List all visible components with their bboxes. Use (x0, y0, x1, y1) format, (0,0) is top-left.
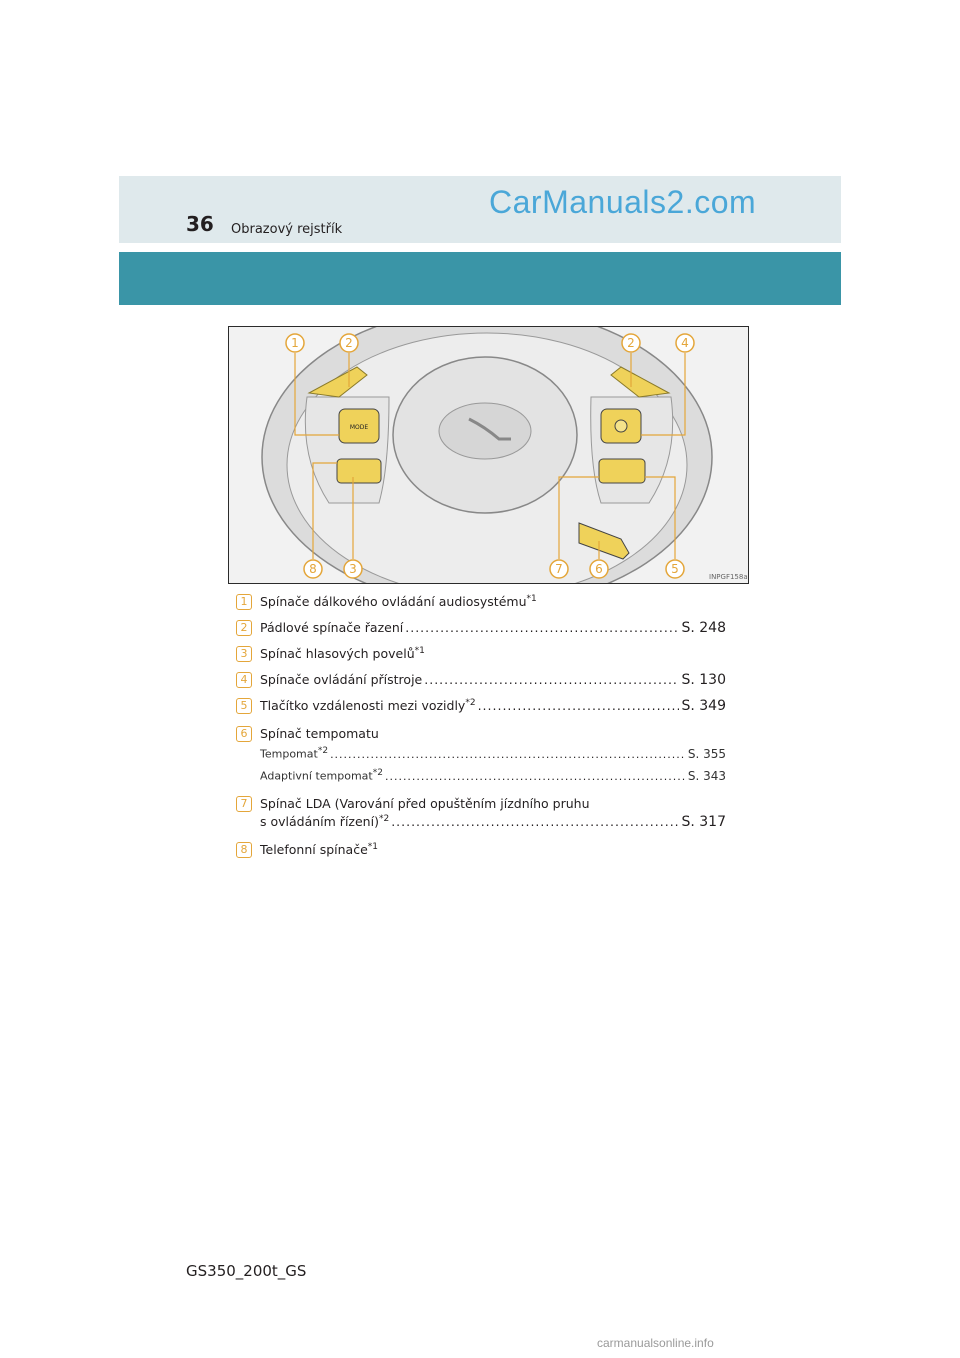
section-banner (119, 252, 841, 305)
item-number: 6 (236, 726, 252, 742)
item-label: Tlačítko vzdálenosti mezi vozidly (260, 698, 466, 714)
watermark-bottom: carmanualsonline.info (597, 1336, 714, 1350)
item-number: 5 (236, 698, 252, 714)
watermark-top: CarManuals2.com (489, 184, 757, 220)
item-label: Spínač hlasových povelů (260, 646, 415, 662)
page-ref-link[interactable]: S. 343 (687, 768, 726, 783)
mode-button-label: MODE (349, 424, 369, 431)
page-ref-link[interactable]: S. 355 (687, 746, 726, 761)
item-label: Pádlové spínače řazení (260, 620, 404, 635)
sub-item-label: Adaptivní tempomat (260, 769, 373, 783)
callout-1: 1 (291, 336, 299, 350)
item-label: Spínač tempomatu (260, 726, 379, 741)
callout-2-left: 2 (345, 336, 353, 350)
item-number: 3 (236, 646, 252, 662)
steering-wheel-figure (228, 326, 749, 584)
item-footnote: *2 (378, 814, 390, 824)
callout-8: 8 (309, 562, 317, 576)
callout-2-right: 2 (627, 336, 635, 350)
item-label: Telefonní spínače (260, 842, 368, 858)
image-code: INPGF158a (709, 573, 748, 581)
item-footnote: *2 (372, 768, 383, 778)
item-number: 4 (236, 672, 252, 688)
item-number: 7 (236, 796, 252, 812)
item-footnote: *1 (414, 646, 425, 656)
item-footnote: *1 (526, 594, 537, 604)
sub-item-label: Tempomat (260, 747, 318, 761)
item-number: 2 (236, 620, 252, 636)
item-footnote: *2 (465, 698, 476, 708)
item-footnote: *1 (367, 842, 379, 852)
page-ref-link[interactable]: S. 248 (681, 620, 726, 636)
page-ref-link[interactable]: S. 349 (681, 698, 726, 715)
callout-6: 6 (595, 562, 603, 576)
page-number: 36 (186, 212, 214, 236)
steering-wheel-illustration (229, 327, 748, 583)
item-label: Spínače ovládání přístroje (260, 672, 423, 687)
item-footnote: *2 (317, 746, 329, 756)
item-label: Spínače dálkového ovládání audiosystému (260, 594, 527, 610)
item-number: 8 (236, 842, 252, 858)
item-label-cont: s ovládáním řízení) (260, 814, 379, 830)
callout-7: 7 (555, 562, 563, 576)
model-code: GS350_200t_GS (186, 1262, 307, 1280)
item-label: Spínač LDA (Varování před opuštěním jízdního pruhu (260, 796, 590, 811)
page-ref-link[interactable]: S. 317 (681, 814, 726, 831)
section-title: Obrazový rejstřík (231, 222, 343, 237)
page-ref-link[interactable]: S. 130 (681, 672, 726, 688)
callout-5: 5 (671, 562, 679, 576)
callout-4: 4 (681, 336, 689, 350)
callout-3: 3 (349, 562, 357, 576)
item-number: 1 (236, 594, 252, 610)
